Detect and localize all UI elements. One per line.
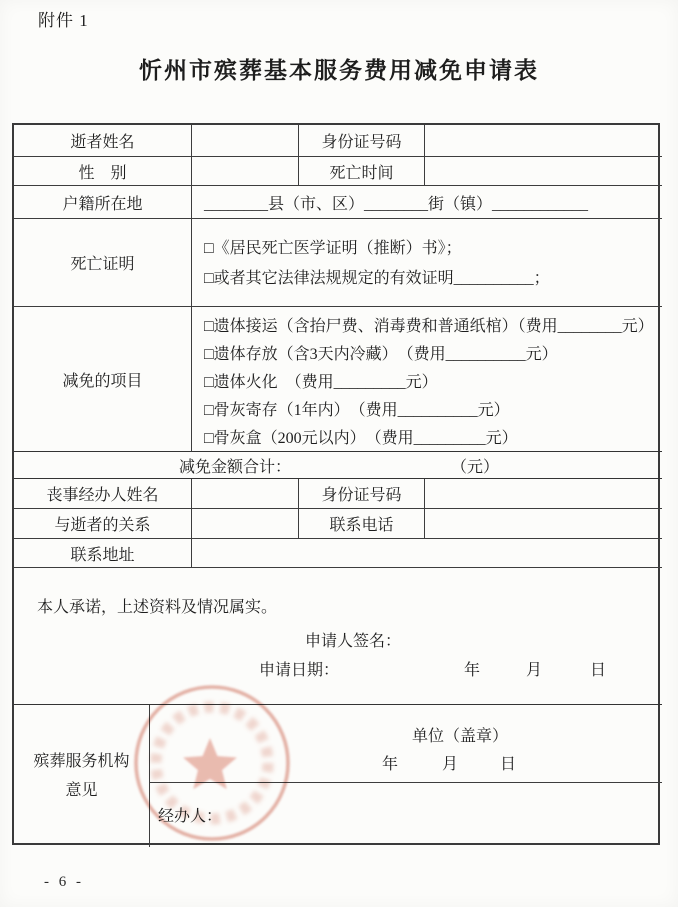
death-cert-option-2: □或者其它法律法规规定的有效证明__________； xyxy=(204,270,550,287)
page-title: 忻州市殡葬基本服务费用减免申请表 xyxy=(139,58,539,83)
date-month-label: 月 xyxy=(526,662,543,679)
waiver-items-options xyxy=(192,307,662,452)
agent-id-field xyxy=(425,479,662,509)
agency-opinion-content xyxy=(150,705,662,847)
agency-date-line xyxy=(382,751,516,774)
waiver-option-cremation: □遗体火化 （费用_________元） xyxy=(204,374,438,391)
deceased-name-label: 逝者姓名 xyxy=(14,125,192,157)
application-date-label: 申请日期： xyxy=(259,662,340,679)
page-number: - 6 - xyxy=(44,874,84,890)
agency-unit-stamp-label: 单位（盖章） xyxy=(412,728,509,745)
gender-label: 性 别 xyxy=(14,157,192,186)
agent-id-label: 身份证号码 xyxy=(299,479,425,509)
declaration-promise-text: 本人承诺，上述资料及情况属实。 xyxy=(37,599,278,616)
agency-month-label: 月 xyxy=(442,756,459,773)
application-form-table xyxy=(12,123,660,845)
address-field xyxy=(192,539,662,568)
agency-opinion-label xyxy=(14,705,150,847)
relation-label: 与逝者的关系 xyxy=(14,509,192,539)
agency-operator-label: 经办人： xyxy=(158,808,223,825)
agency-year-label: 年 xyxy=(382,756,399,773)
death-time-label: 死亡时间 xyxy=(299,157,425,186)
total-amount-unit: （元） xyxy=(451,458,500,476)
application-date-line xyxy=(259,657,606,680)
death-cert-label: 死亡证明 xyxy=(14,219,192,307)
agent-name-field xyxy=(192,479,299,509)
date-year-label: 年 xyxy=(464,662,481,679)
id-number-label: 身份证号码 xyxy=(299,125,425,157)
waiver-option-body-storage: □遗体存放（含3天内冷藏） （费用__________元） xyxy=(204,346,558,363)
applicant-signature-label: 申请人签名： xyxy=(305,633,402,650)
total-amount-row xyxy=(14,452,662,479)
phone-field xyxy=(425,509,662,539)
death-cert-option-1: □《居民死亡医学证明（推断）书》； xyxy=(204,240,462,257)
deceased-name-field xyxy=(192,125,299,157)
waiver-items-label: 减免的项目 xyxy=(14,307,192,452)
phone-label: 联系电话 xyxy=(299,509,425,539)
date-day-label: 日 xyxy=(590,662,607,679)
agency-opinion-label-line1: 殡葬服务机构 xyxy=(33,753,130,770)
agency-stamp-subcell xyxy=(150,705,662,783)
waiver-option-body-transport: □遗体接运（含抬尸费、消毒费和普通纸棺）（费用________元） xyxy=(204,318,654,335)
waiver-option-ash-storage: □骨灰寄存（1年内） （费用__________元） xyxy=(204,402,510,419)
agency-opinion-label-line2: 意见 xyxy=(65,782,98,799)
waiver-option-urn: □骨灰盒（200元以内） （费用_________元） xyxy=(204,430,518,447)
residence-field: ________县（市、区）________街（镇）____________ xyxy=(192,186,662,219)
death-cert-options xyxy=(192,219,662,307)
attachment-label: 附件 1 xyxy=(38,11,89,30)
agency-day-label: 日 xyxy=(500,756,517,773)
total-amount-label: 减免金额合计： xyxy=(179,458,292,476)
agent-name-label: 丧事经办人姓名 xyxy=(14,479,192,509)
relation-field xyxy=(192,509,299,539)
agency-operator-subcell xyxy=(150,783,662,847)
declaration-section xyxy=(14,568,662,705)
gender-field xyxy=(192,157,299,186)
address-label: 联系地址 xyxy=(14,539,192,568)
id-number-field xyxy=(425,125,662,157)
residence-label: 户籍所在地 xyxy=(14,186,192,219)
death-time-field xyxy=(425,157,662,186)
